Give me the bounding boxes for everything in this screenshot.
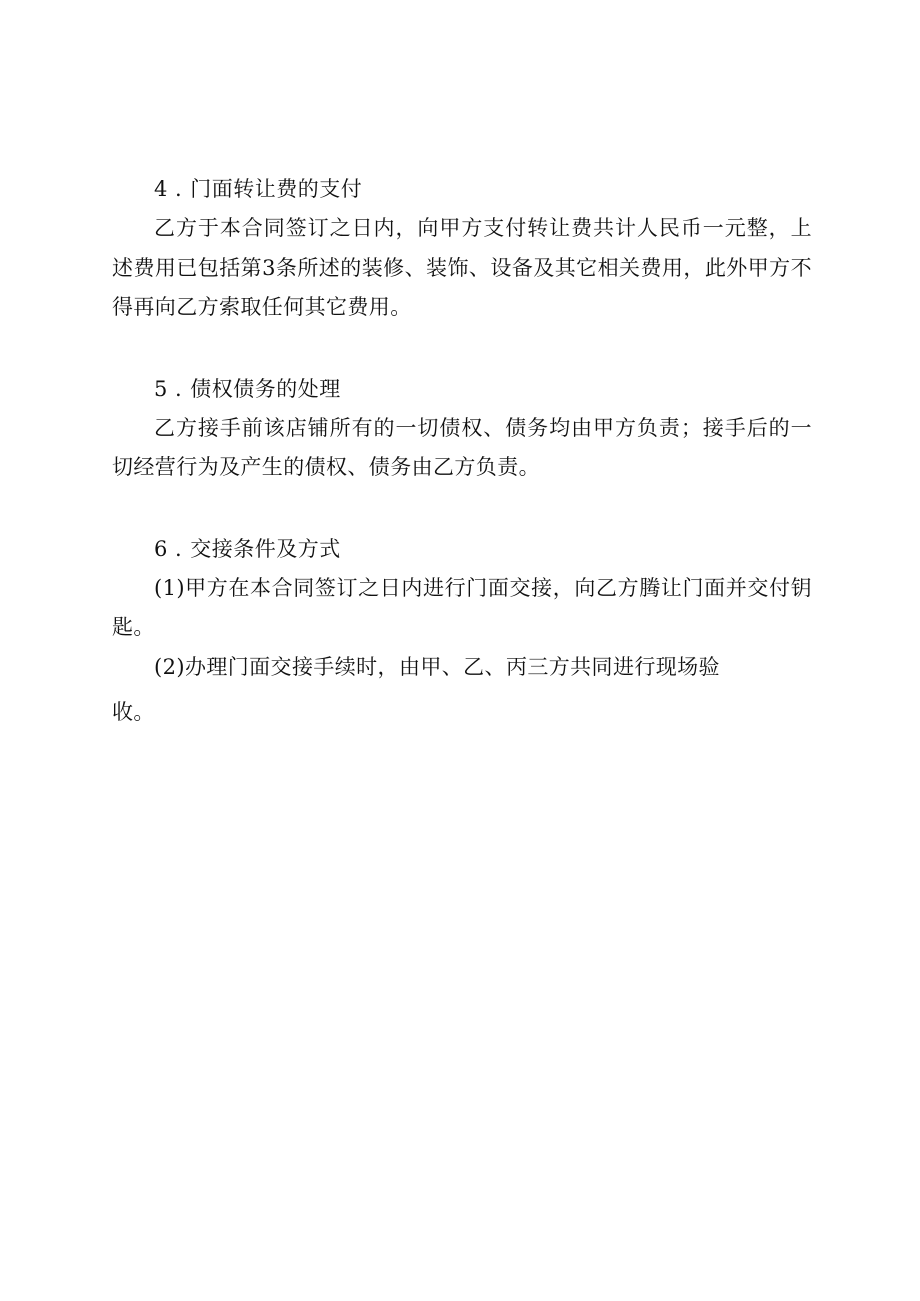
section-heading bbox=[154, 370, 812, 409]
section-4 bbox=[112, 170, 812, 328]
section-title: 债权债务的处理 bbox=[190, 376, 341, 401]
section-paragraph: 乙方于本合同签订之日内，向甲方支付转让费共计人民币一元整，上述费用已包括第3条所述的装修、装饰、设备及其它相关费用，此外甲方不得再向乙方索取任何其它费用。 bbox=[112, 216, 812, 319]
section-number: 5 . bbox=[154, 376, 183, 401]
section-5 bbox=[112, 370, 812, 488]
section-spacer bbox=[112, 488, 812, 530]
section-paragraph: (2)办理门面交接手续时，由甲、乙、丙三方共同进行现场验 bbox=[154, 654, 720, 679]
section-number: 6 . bbox=[154, 536, 183, 561]
section-title: 交接条件及方式 bbox=[190, 536, 341, 561]
section-paragraph: 乙方接手前该店铺所有的一切债权、债务均由甲方负责；接手后的一切经营行为及产生的债权、债务由乙方负责。 bbox=[112, 415, 812, 479]
section-number: 4 . bbox=[154, 177, 183, 201]
section-heading bbox=[154, 530, 812, 569]
section-paragraph-tail: 收。 bbox=[112, 700, 155, 724]
section-6 bbox=[112, 530, 812, 733]
section-spacer bbox=[112, 328, 812, 370]
section-heading bbox=[154, 170, 812, 209]
document-body bbox=[112, 170, 812, 733]
section-paragraph: (1)甲方在本合同签订之日内进行门面交接，向乙方腾让门面并交付钥匙。 bbox=[112, 575, 812, 639]
section-title: 门面转让费的支付 bbox=[190, 177, 363, 201]
